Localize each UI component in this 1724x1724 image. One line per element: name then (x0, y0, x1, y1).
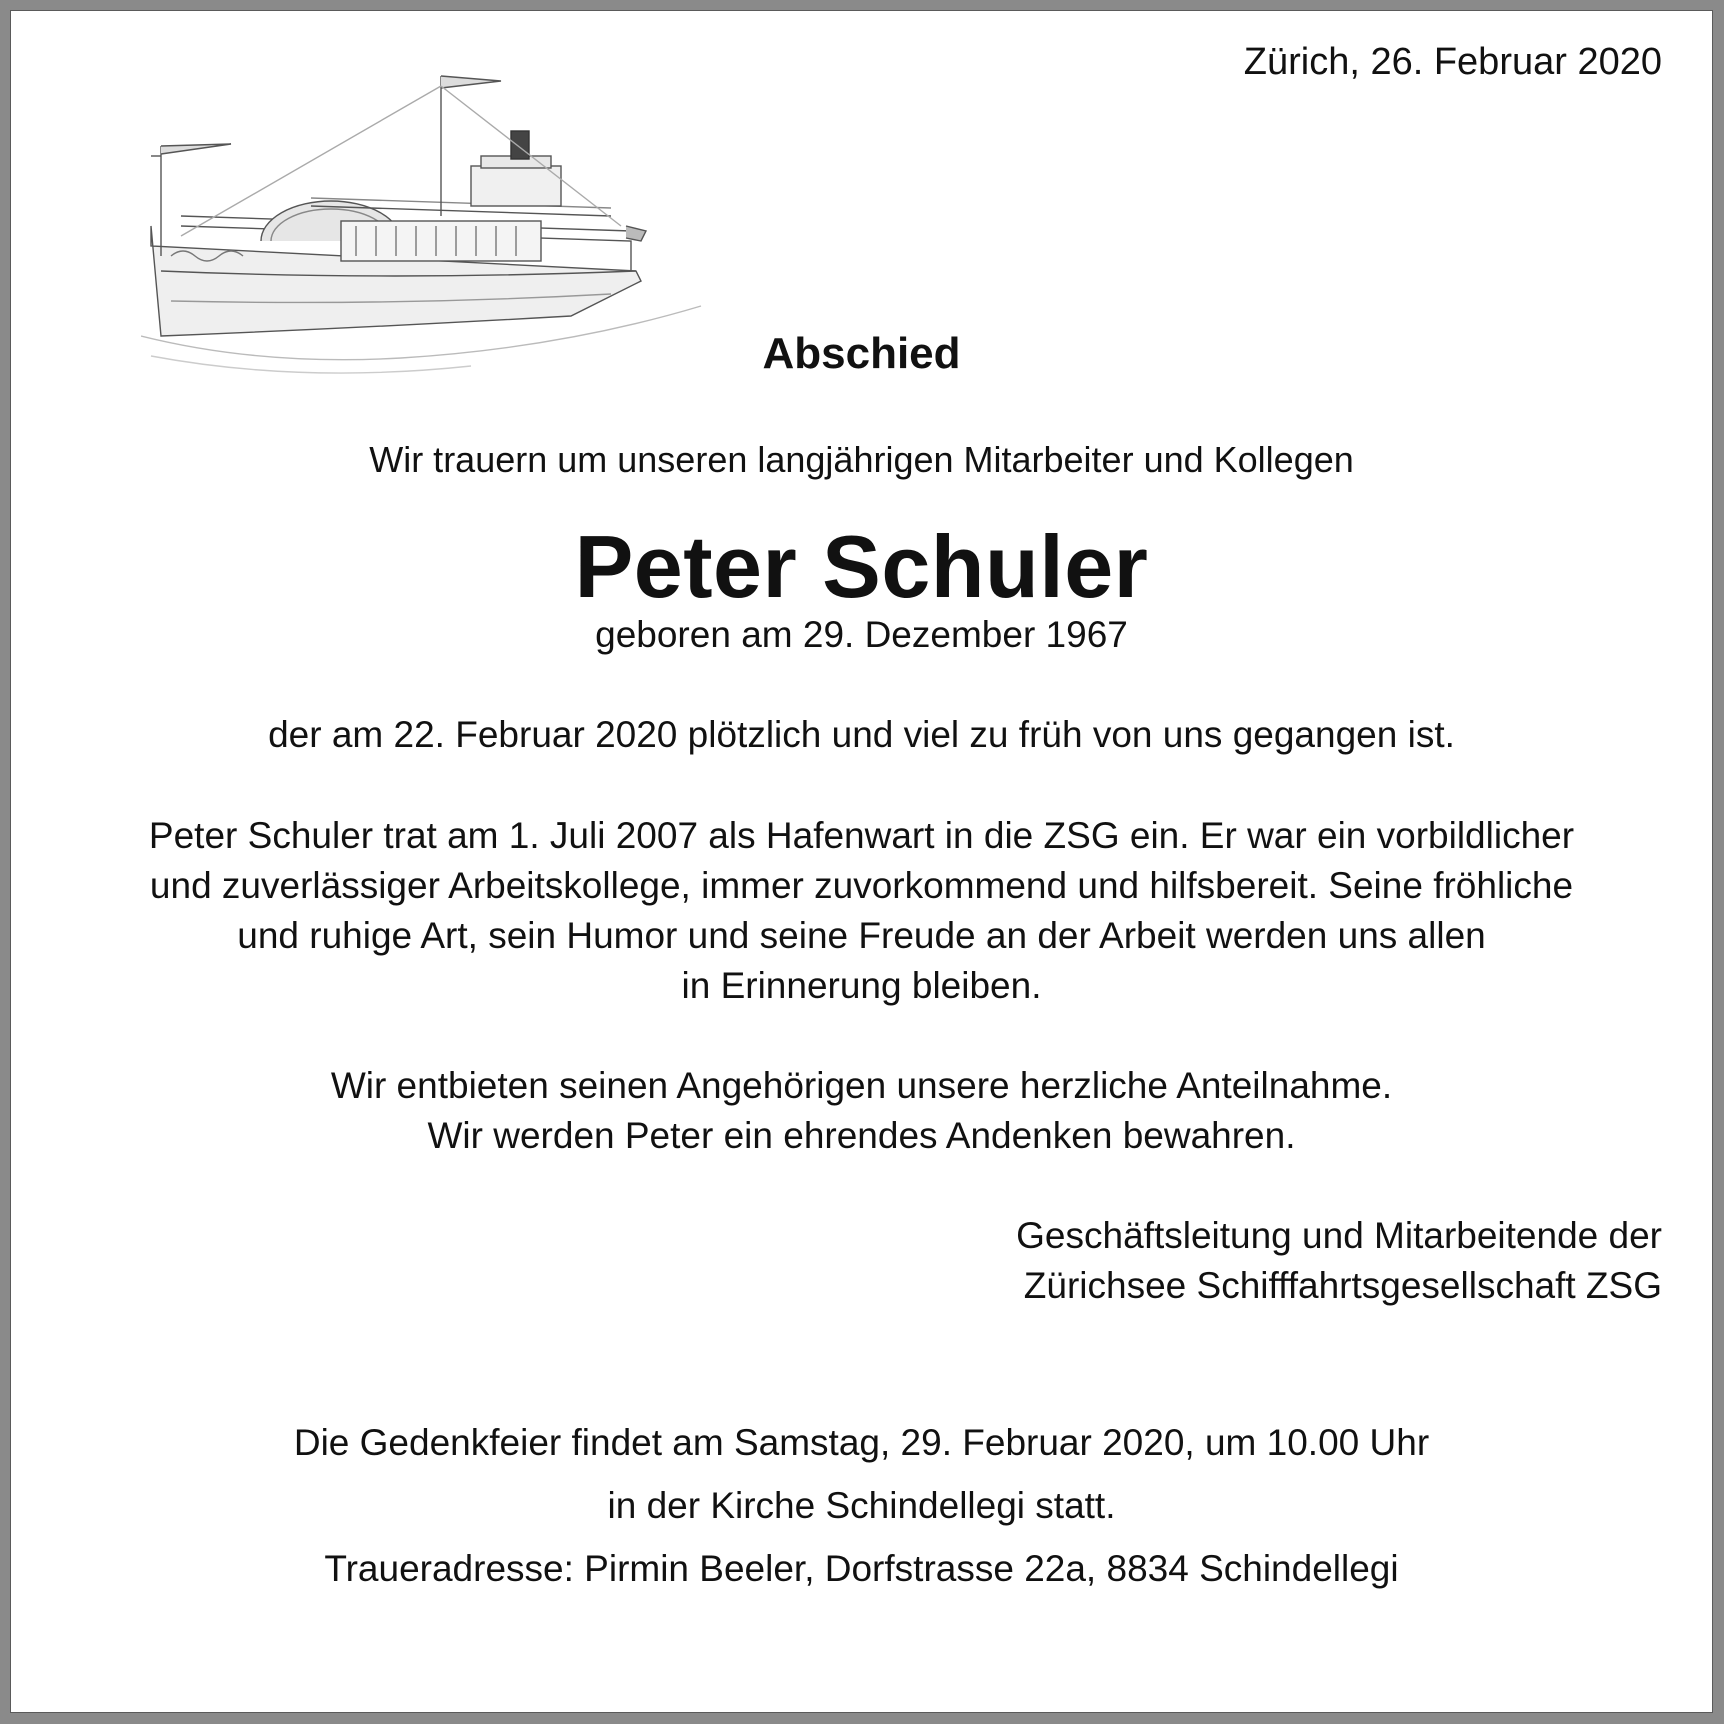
condolence-paragraph (11, 1061, 1712, 1161)
notice-title: Abschied (762, 329, 961, 378)
birth-line: geboren am 29. Dezember 1967 (595, 614, 1128, 655)
memorial-line: Traueradresse: Pirmin Beeler, Dorfstrasse 22a, 8834 Schindellegi (324, 1548, 1399, 1589)
memorial-line: in der Kirche Schindellegi statt. (607, 1485, 1116, 1526)
memorial-info (11, 1411, 1712, 1600)
signature-line: Geschäftsleitung und Mitarbeitende der (1016, 1215, 1662, 1256)
death-line: der am 22. Februar 2020 plötzlich und viel zu früh von uns gegangen ist. (268, 714, 1455, 755)
tribute-line: in Erinnerung bleiben. (681, 965, 1042, 1006)
obituary-page (10, 10, 1713, 1713)
tribute-line: Peter Schuler trat am 1. Juli 2007 als Hafenwart in die ZSG ein. Er war ein vorbildlicher (148, 815, 1575, 856)
date-line: Zürich, 26. Februar 2020 (1243, 41, 1662, 83)
tribute-line: und zuverlässiger Arbeitskollege, immer zuvorkommend und hilfsbereit. Seine fröhliche (149, 865, 1574, 906)
tribute-line: und ruhige Art, sein Humor und seine Freude an der Arbeit werden uns allen (237, 915, 1486, 956)
intro-line: Wir trauern um unseren langjährigen Mitarbeiter und Kollegen (369, 439, 1354, 480)
tribute-paragraph (11, 811, 1712, 1011)
condolence-line: Wir werden Peter ein ehrendes Andenken bewahren. (427, 1115, 1296, 1156)
signature-block (1016, 1211, 1662, 1311)
memorial-line: Die Gedenkfeier findet am Samstag, 29. Februar 2020, um 10.00 Uhr (293, 1422, 1430, 1463)
condolence-line: Wir entbieten seinen Angehörigen unsere herzliche Anteilnahme. (330, 1065, 1393, 1106)
signature-line: Zürichsee Schifffahrtsgesellschaft ZSG (1023, 1265, 1662, 1306)
deceased-name: Peter Schuler (574, 517, 1149, 616)
